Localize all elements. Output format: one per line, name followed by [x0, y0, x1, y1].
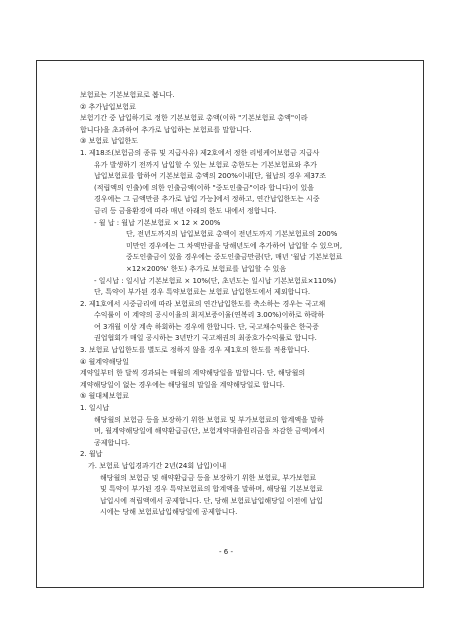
text-line: 보험료는 기본보험료로 봅니다. [80, 91, 175, 99]
text-line: 납입보험료를 합하여 기본보험료 총액의 200%이내[단, 월납의 경우 제37조 [94, 172, 327, 181]
text-line: - 일시납 : 일시납 기본보험료 × 10%(단, 초년도는 일시납 기본보험료×110%) [94, 276, 337, 285]
text-line: 2. 월납 [80, 450, 103, 459]
document-body [80, 90, 380, 519]
text-line: 1. 일시납 [80, 404, 110, 413]
text-line: 계약해당일이 없는 경우에는 해당월의 말일을 계약해당일로 합니다. [80, 380, 285, 389]
text-line: ④ 월계약해당일 [80, 357, 130, 366]
text-line: 2. 제1호에서 시중금리에 따라 보험료의 연간납입한도를 축소하는 경우는 국고채 [80, 299, 326, 308]
text-line: 해당월의 보험금 및 해약환급금 등을 보장하기 위한 보험료, 부가보험료 [100, 473, 317, 482]
text-line: ×12×200%' 한도) 추가로 보험료를 납입할 수 있음 [126, 264, 287, 273]
text-line: 수익률이 이 계약의 공시이율의 최저보증이율(연복리 3.00%)이하로 하락하 [94, 311, 325, 320]
text-line: 며, 월계약해당일에 해약환급금(단, 보험계약대출원리금을 차감한 금액)에서 [94, 427, 325, 436]
text-line: 1. 제18조(보험금의 종류 및 지급사유) 제2호에서 정한 리빙케어보험금 지급사 [80, 148, 320, 157]
text-line: 3. 보험료 납입한도를 별도로 정하지 않을 경우 제1호의 한도를 적용합니다. [80, 346, 310, 355]
text-line: 유가 발생하기 전까지 납입할 수 있는 보험료 총한도는 기본보험료와 추가 [94, 160, 317, 169]
text-line: 중도인출금이 있을 경우에는 중도인출금만큼(단, 매년 '월납 기본보험료 [126, 253, 343, 262]
text-line: 납입시에 적립액에서 공제합니다. 단, 당해 보험료납입해당일 이전에 납입 [100, 496, 323, 505]
text-line: 합니다)을 초과하여 추가로 납입하는 보험료를 말합니다. [80, 125, 252, 134]
text-line: ② 추가납입보험료 [80, 102, 136, 111]
text-line: 금리 등 금융환경에 따라 매년 아래의 한도 내에서 정합니다. [94, 206, 277, 215]
text-line: 미만인 경우에는 그 차액만큼을 당해년도에 추가하여 납입할 수 있으며, [126, 241, 343, 250]
text-line: 경우에는 그 금액만큼 추가로 납입 가능]에서 정하고, 연간납입한도는 시중 [94, 195, 320, 204]
text-line: 여 3개월 이상 계속 하회하는 경우에 한합니다. 단, 국고채수익률은 한국증 [94, 322, 320, 331]
text-line: 공제합니다. [94, 438, 131, 447]
text-line: - 월 납 : 월납 기본보험료 × 12 × 200% [94, 218, 221, 227]
text-line: ③ 보험료 납입한도 [80, 137, 139, 146]
text-line: ⑤ 월대체보험료 [80, 392, 130, 401]
text-line: 계약일부터 한 달씩 경과되는 매월의 계약해당일을 말합니다. 단, 해당월의 [80, 369, 306, 378]
text-line: 시에는 당해 보험료납입해당일에 공제합니다. [100, 508, 238, 517]
text-line: 단, 특약이 부가된 경우 특약보험료는 보험료 납입한도에서 제외합니다. [94, 288, 311, 297]
text-line: 해당월의 보험금 등을 보장하기 위한 보험료 및 부가보험료의 합계액을 말하 [94, 415, 324, 424]
text-line: 및 특약이 부가된 경우 특약보험료의 합계액을 말하며, 해당월 기본보험료 [100, 485, 323, 494]
text-line: 보험기간 중 납입하기로 정한 기본보험료 총액(이하 "기본보험료 총액"이라 [80, 114, 308, 123]
text-line: 가. 보험료 납입경과기간 2년(24회 납입)이내 [88, 462, 227, 470]
text-line: 단, 전년도까지의 납입보험료 총액이 전년도까지 기본보험료의 200% [126, 230, 338, 239]
text-line: 권업협회가 매일 공시하는 3년만기 국고채권의 최종호가수익률로 합니다. [94, 334, 317, 343]
text-line: (적립액의 인출)에 의한 인출금액(이하 "중도인출금"이라 합니다)이 있을 [94, 183, 315, 192]
page-number: - 6 - [219, 548, 233, 556]
